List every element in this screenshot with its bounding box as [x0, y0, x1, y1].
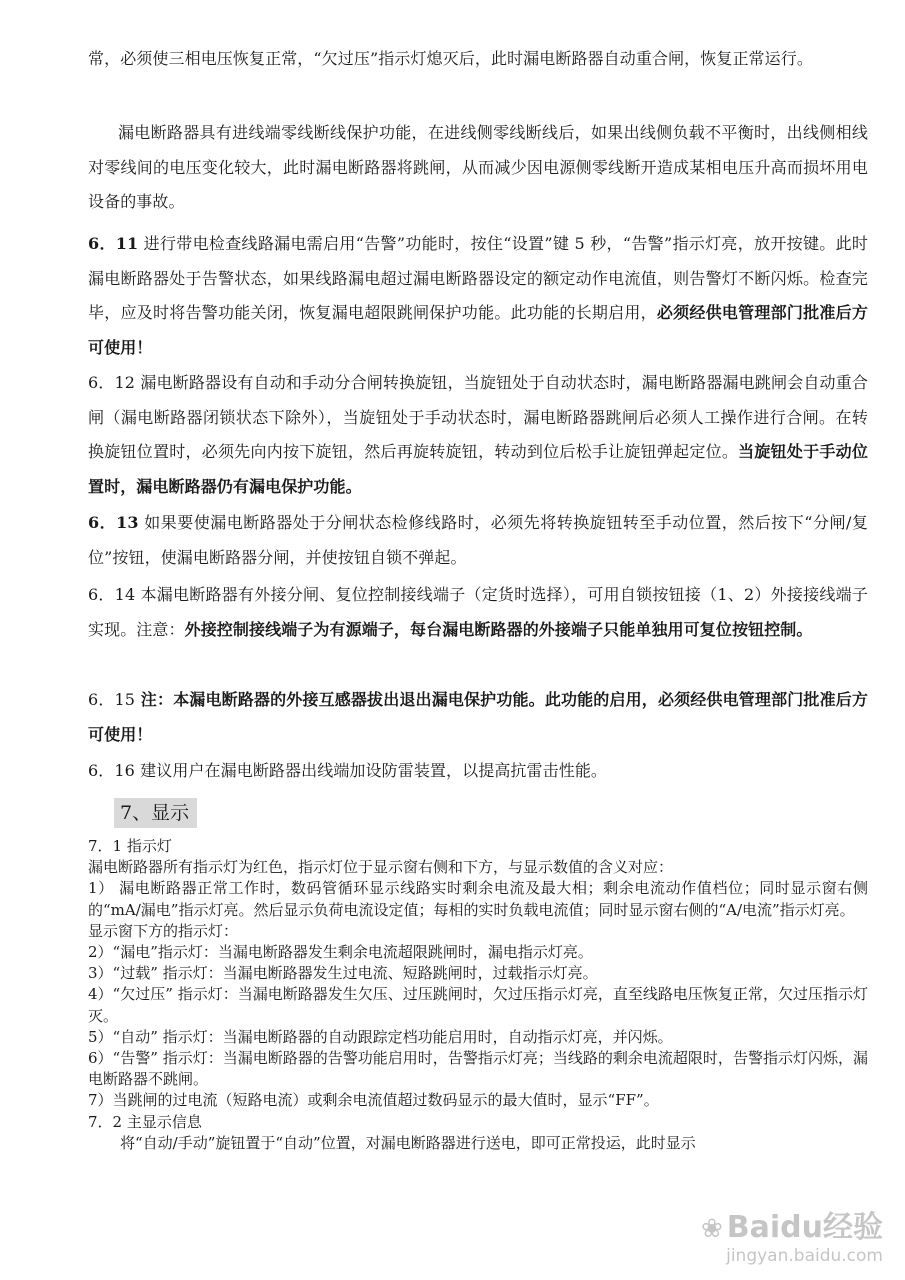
paragraph-text: 6．12 漏电断路器设有自动和手动分合闸转换旋钮，当旋钮处于自动状态时，漏电断路器漏电跳闸会自动重合闸（漏电断路器闭锁状态下除外），当旋钮处于手动状态时，漏电断路器跳闸后必须人工操作进行合闸。在转换旋钮位置时，必须先向内按下旋钮，然后再旋转旋钮，转动到位后松手让旋钮弹起定位。 [88, 373, 868, 461]
paragraph-bold-text: 必须经供电管理部门批准后方可使用！ [88, 303, 868, 357]
subsection-title-7-2: 7．2 主显示信息 [88, 1112, 202, 1131]
list-item-3: 3）“过载” 指示灯：当漏电断路器发生过电流、短路跳闸时，过载指示灯亮。 [88, 964, 598, 983]
watermark-url: jingyan.baidu.com [726, 1246, 883, 1266]
section-number: 6．11 [88, 234, 139, 253]
section-number: 6．15 [88, 690, 136, 709]
paragraph-bold-text: 外接控制接线端子为有源端子，每台漏电断路器的外接端子只能单独用可复位按钮控制。 [184, 619, 813, 639]
paragraph-zero-line-protection: 漏电断路器具有进线端零线断线保护功能，在进线侧零线断线后，如果出线侧负载不平衡时，出线侧相线对零线间的电压变化较大，此时漏电断路器将跳闸，从而减少因电源侧零线断开造成某相电压升高而损坏用电设备的事故。 [88, 123, 868, 211]
watermark-logo-text: Baidu经验 [726, 1210, 883, 1245]
paragraph-7-2: 将“自动/手动”旋钮置于“自动”位置，对漏电断路器进行送电，即可正常投运，此时显示 [120, 1133, 696, 1152]
paragraph-6-16: 6．16 建议用户在漏电断路器出线端加设防雷装置，以提高抗雷击性能。 [88, 761, 608, 780]
paragraph-6-13 [88, 506, 868, 575]
list-item-2: 2）“漏电”指示灯：当漏电断路器发生剩余电流超限跳闸时，漏电指示灯亮。 [88, 943, 593, 962]
intro-text: 漏电断路器所有指示灯为红色，指示灯位于显示窗右侧和下方，与显示数值的含义对应： [88, 858, 674, 877]
watermark [701, 1211, 883, 1266]
list-item-1: 1） 漏电断路器正常工作时，数码管循环显示线路实时剩余电流及最大相；剩余电流动作值档位；同时显示窗右侧的“mA/漏电”指示灯亮。然后显示负荷电流设定值；每相的实时负载电流值；同时显示窗右侧的“A/电流”指示灯亮。 [88, 879, 868, 919]
list-item-6: 6）“告警” 指示灯：当漏电断路器的告警功能启用时，告警指示灯亮；当线路的剩余电流超限时，告警指示灯闪烁，漏电断路器不跳闸。 [88, 1049, 868, 1089]
paragraph-6-12 [88, 366, 868, 504]
section-heading-7: 7、显示 [114, 798, 197, 828]
paw-icon: ❀ [700, 1214, 723, 1244]
list-item-5: 5）“自动” 指示灯：当漏电断路器的自动跟踪定档功能启用时，自动指示灯亮，并闪烁。 [88, 1027, 673, 1046]
paragraph-bold-text: 注：本漏电断路器的外接互感器拔出退出漏电保护功能。此功能的启用，必须经供电管理部门批准后方可使用！ [88, 690, 868, 744]
paragraph-text: 进行带电检查线路漏电需启用“告警”功能时，按住“设置”键 5 秒，“告警”指示灯亮，放开按键。此时漏电断路器处于告警状态，如果线路漏电超过漏电断路器设定的额定动作电流值，则告警灯不断闪烁。检查完毕，应及时将告警功能关闭，恢复漏电超限跳闸保护功能。此功能的长期启用， [88, 234, 868, 322]
paragraph-6-11 [88, 227, 868, 365]
paragraph-text: 6．14 本漏电断路器有外接分闸、复位控制接线端子（定货时选择），可用自锁按钮接（1、2）外接接线端子实现。注意： [88, 585, 868, 639]
list-item-4: 4）“欠过压” 指示灯：当漏电断路器发生欠压、过压跳闸时，欠过压指示灯亮，直至线路电压恢复正常，欠过压指示灯灭。 [88, 985, 868, 1025]
below-indicators-label: 显示窗下方的指示灯： [88, 921, 239, 940]
section-number: 6．13 [88, 513, 139, 532]
paragraph-text: 如果要使漏电断路器处于分闸状态检修线路时，必须先将转换旋钮转至手动位置，然后按下“分闸/复位”按钮，使漏电断路器分闸，并使按钮自锁不弹起。 [88, 513, 868, 567]
paragraph-continuation: 常，必须使三相电压恢复正常，“欠过压”指示灯熄灭后，此时漏电断路器自动重合闸，恢复正常运行。 [88, 49, 813, 68]
paragraph-6-15 [88, 683, 868, 752]
paragraph-bold-text: 当旋钮处于手动位置时，漏电断路器仍有漏电保护功能。 [88, 442, 868, 496]
watermark-logo [701, 1211, 883, 1246]
list-item-7: 7）当跳闸的过电流（短路电流）或剩余电流值超过数码显示的最大值时，显示“FF”。 [88, 1091, 659, 1110]
paragraph-6-14 [88, 578, 868, 647]
section-7-1 [88, 836, 868, 1154]
subsection-title: 7．1 指示灯 [88, 837, 172, 855]
